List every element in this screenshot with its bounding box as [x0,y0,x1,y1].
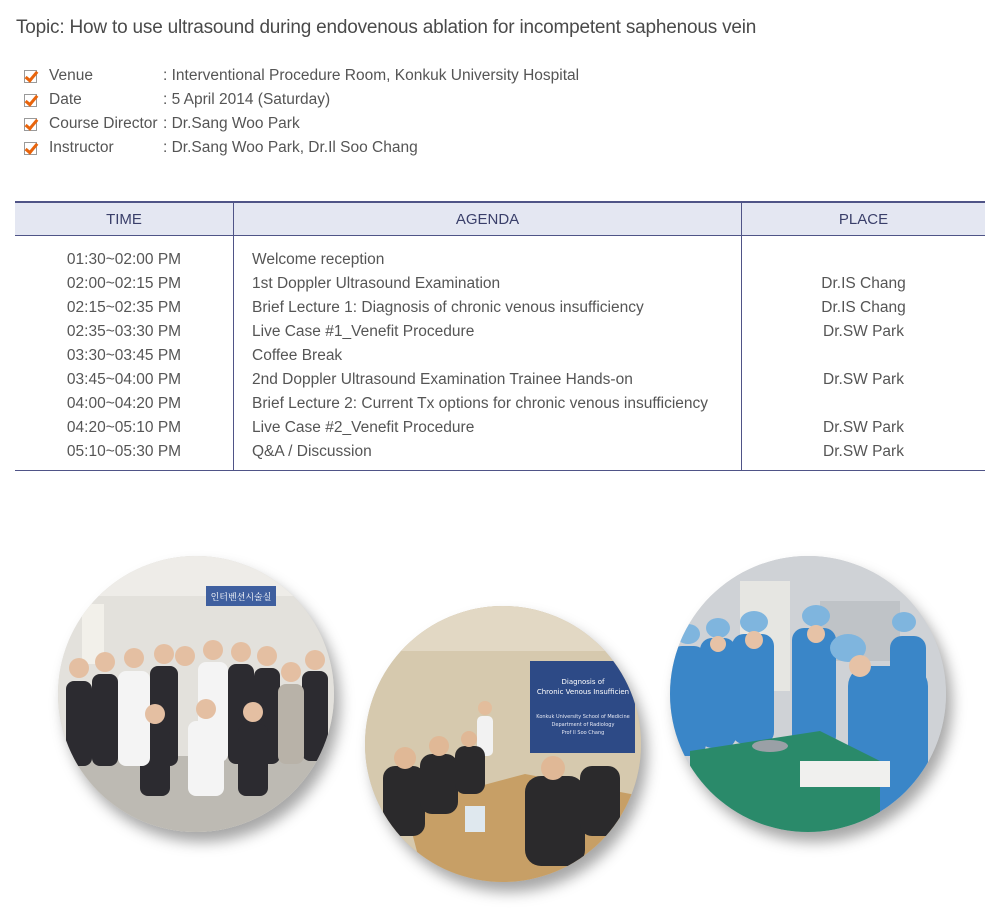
agenda-cell: Welcome reception [252,251,385,268]
place-cell: Dr.SW Park [823,419,904,436]
slide-line: Prof Il Soo Chang [561,730,605,736]
checkbox-checked-icon [24,94,37,107]
agenda-cell: Coffee Break [252,347,343,364]
info-label: Date [49,91,82,108]
procedure-photo-illustration [670,556,946,832]
place-column [742,236,986,471]
checkbox-checked-icon [24,118,37,131]
agenda-cell: Live Case #1_Venefit Procedure [252,323,475,340]
agenda-cell: Brief Lecture 1: Diagnosis of chronic venous insufficiency [252,299,644,316]
signboard-text: 인터벤션시술실 [210,593,272,603]
info-value: : 5 April 2014 (Saturday) [163,91,331,108]
info-label: Venue [49,67,93,84]
place-cell: Dr.IS Chang [821,299,906,316]
time-cell: 05:10~05:30 PM [66,443,182,460]
time-cell: 03:45~04:00 PM [66,371,182,388]
info-label: Instructor [49,139,114,156]
page-topic: Topic: How to use ultrasound during endovenous ablation for incompetent saphenous vein [16,17,757,38]
time-cell: 02:35~03:30 PM [66,323,182,340]
info-value: : Dr.Sang Woo Park, Dr.Il Soo Chang [163,139,418,156]
place-cell: Dr.SW Park [823,371,904,388]
place-cell: Dr.IS Chang [821,275,906,292]
info-row-course-director [24,112,579,136]
course-info [24,64,579,160]
place-cell [742,344,985,368]
header-agenda: AGENDA [234,202,742,236]
procedure-photo [670,556,946,832]
time-cell: 04:00~04:20 PM [66,395,182,412]
place-cell: Dr.SW Park [823,323,904,340]
info-row-instructor [24,136,579,160]
slide-line: Konkuk University School of Medicine [536,714,630,720]
checkbox-checked-icon [24,70,37,83]
time-cell: 02:15~02:35 PM [66,299,182,316]
group-photo-illustration [58,556,334,832]
header-place: PLACE [742,202,986,236]
agenda-cell: Brief Lecture 2: Current Tx options for chronic venous insufficiency [252,395,709,412]
header-time: TIME [15,202,234,236]
lecture-photo [365,606,641,882]
info-label: Course Director [49,115,158,132]
info-value: : Interventional Procedure Room, Konkuk University Hospital [163,67,580,84]
info-row-date [24,88,579,112]
time-cell: 02:00~02:15 PM [66,275,182,292]
place-cell: Dr.SW Park [823,443,904,460]
group-photo [58,556,334,832]
time-cell: 03:30~03:45 PM [66,347,182,364]
lecture-photo-illustration [365,606,641,882]
time-cell: 04:20~05:10 PM [66,419,182,436]
checkbox-checked-icon [24,142,37,155]
place-cell [742,392,985,416]
place-cell [742,248,985,272]
agenda-cell: 2nd Doppler Ultrasound Examination Trainee Hands-on [252,371,633,388]
agenda-cell: Q&A / Discussion [252,443,372,460]
slide-line: Department of Radiology [551,722,615,728]
time-column [15,236,234,471]
agenda-cell: Live Case #2_Venefit Procedure [252,419,475,436]
info-value: : Dr.Sang Woo Park [163,115,300,132]
time-cell: 01:30~02:00 PM [66,251,182,268]
agenda-cell: 1st Doppler Ultrasound Examination [252,275,501,292]
presentation-screen [530,661,635,753]
info-row-venue [24,64,579,88]
agenda-column [234,236,742,471]
agenda-table [15,201,985,471]
slide-line: Diagnosis of [561,678,605,686]
slide-line: Chronic Venous Insufficien [536,688,630,696]
